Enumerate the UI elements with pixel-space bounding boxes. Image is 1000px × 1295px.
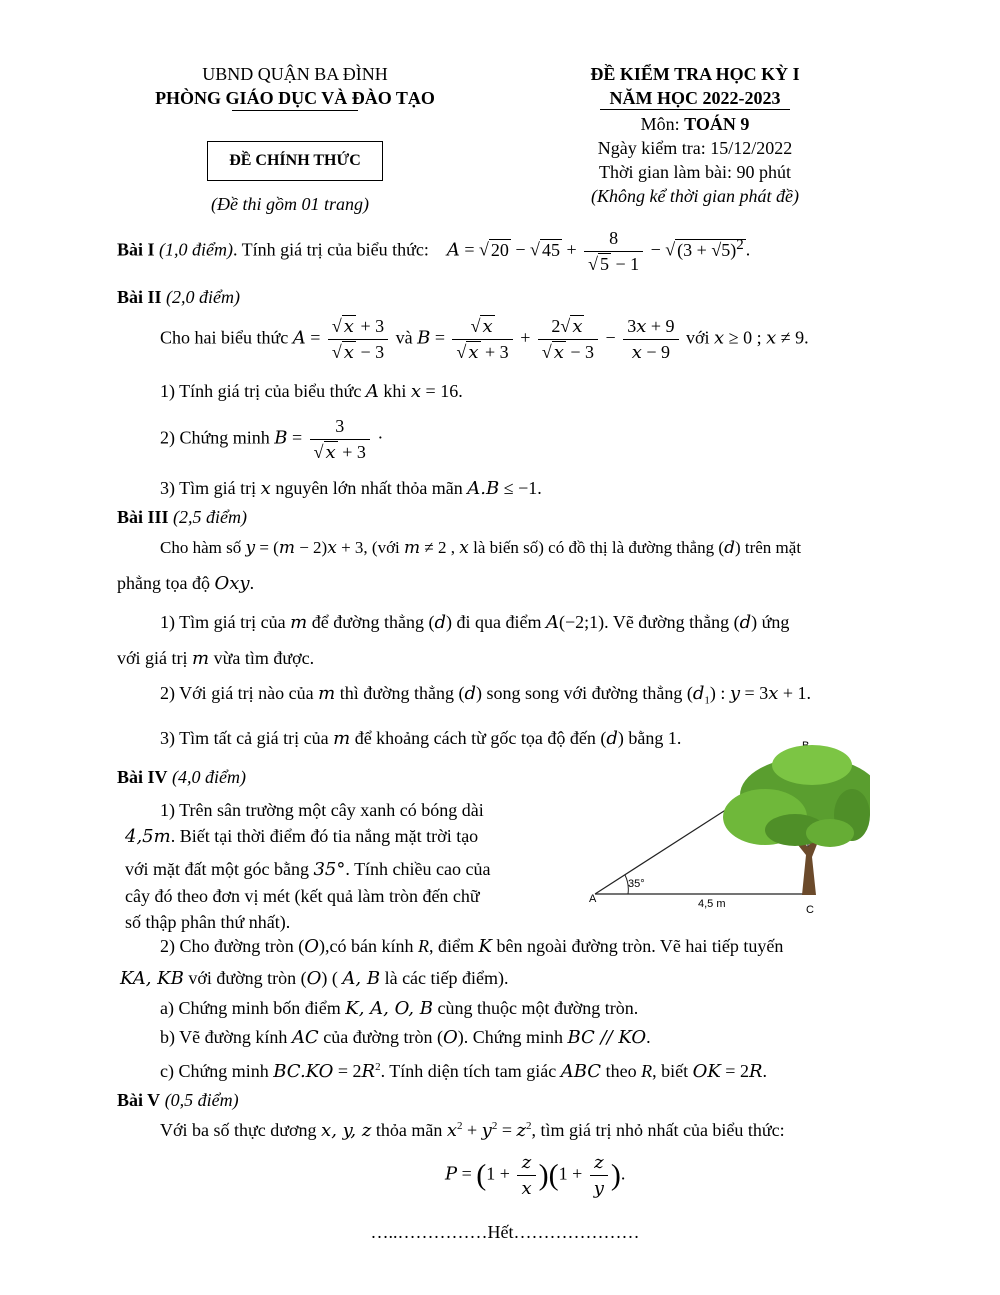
label-a: A [589,893,597,905]
question-5-title: Bài V (0,5 điểm) [117,1090,239,1110]
question-3-2: 2) Với giá trị nào của m thì đường thẳng (d) song song với đường thẳng $(d_1)$ : y = 3x + 1. [160,683,812,707]
question-3-title: Bài III (2,5 điểm) [117,507,248,527]
question-3-1b: với giá trị m vừa tìm được. [117,648,315,669]
end-marker: …..……………Hết………………… [370,1222,640,1242]
header-left [130,62,460,111]
subject: Môn: TOÁN 9 [640,114,750,134]
length-label: 4,5 m [698,898,726,910]
question-3-1: 1) Tìm giá trị của m để đường thẳng (d) đi qua điểm A(−2;1). Vẽ đường thẳng (d) ứng [160,612,790,633]
question-4-title: Bài IV (4,0 điểm) [117,767,246,787]
question-3-intro-2: phẳng tọa độ Oxy. [117,573,255,594]
question-4-2c: c) Chứng minh $BC.KO = 2R^2$. Tính diện tích tam giác ABC theo R, biết OK = 2R. [160,1061,768,1082]
question-2-title: Bài II (2,0 điểm) [117,287,241,307]
header-right [560,62,830,208]
question-3-intro: Cho hàm số y = (m − 2)x + 3, (với m ≠ 2 , x là biến số) có đồ thị là đường thẳng (d) trên mặt [160,538,802,558]
question-2-2: 2) Chứng minh B = $\frac{3}{√ x + 3}$ · [160,416,384,463]
question-2-1: 1) Tính giá trị của biểu thức A khi x = 16. [160,381,463,402]
district-name: UBND QUẬN BA ĐÌNH [202,64,388,84]
question-4-2b-item: b) Vẽ đường kính AC của đường tròn (O). Chứng minh BC // KO. [160,1027,651,1048]
tree-icon [723,745,870,895]
question-5-formula: P = (1 + $\frac{z}{x}$ )(1 + $\frac{z}{y}$ ). [445,1152,626,1199]
question-2-3: 3) Tìm giá trị x nguyên lớn nhất thỏa mãn A.B ≤ −1. [160,478,542,499]
question-2-intro: Cho hai biểu thức A = $\frac{√ x + 3}{√ x - 3}$ và B = $\frac{√ x}{√ x + 3}$ + $\frac{2√ x}{√ x - 3}$ − $\frac{3x + 9}{x - 9}$ với x ≥ 0 ; x ≠ 9. [160,316,809,363]
department-name: PHÒNG GIÁO DỤC VÀ ĐÀO TẠO [155,88,435,108]
school-year: NĂM HỌC 2022-2023 [609,88,781,108]
question-4-1: 1) Trên sân trường một cây xanh có bóng dài 4,5m. Biết tại thời điểm đó tia nắng mặt trời tạo với mặt đất một góc bằng 35°. Tính chiều cao của cây đó theo đơn vị mét (kết quả làm tròn đến chữ số thập phân thứ nhất). [125,800,491,932]
duration: Thời gian làm bài: 90 phút [599,162,791,182]
tree-figure [580,735,870,920]
pages-note: (Đề thi gồm 01 trang) [211,194,369,214]
exam-date: Ngày kiểm tra: 15/12/2022 [597,138,793,158]
angle-label: 35° [628,878,645,890]
official-stamp: ĐỀ CHÍNH THỨC [207,141,383,181]
question-1: Bài I (1,0 điểm). Tính giá trị của biểu thức: A = √ 20 − √ 45 + $\frac{8}{√ 5 - 1}$ − √ $(3 + √5)^2$ . [117,228,751,274]
question-3-3: 3) Tìm tất cả giá trị của m để khoảng cách từ gốc tọa độ đến (d) bằng 1. [160,728,682,749]
question-5-text: Với ba số thực dương x, y, z thỏa mãn $x^2 + y^2 = z^2$, tìm giá trị nhỏ nhất của biểu thức: [160,1120,785,1141]
underline [232,110,358,111]
question-4-2: 2) Cho đường tròn (O),có bán kính R, điểm K bên ngoài đường tròn. Vẽ hai tiếp tuyến [160,936,784,957]
exam-title: ĐỀ KIỂM TRA HỌC KỲ I [590,64,800,84]
duration-note: (Không kể thời gian phát đề) [590,186,800,206]
question-4-2a: a) Chứng minh bốn điểm K, A, O, B cùng thuộc một đường tròn. [160,998,639,1019]
question-4-2b: KA, KB với đường tròn (O) ( A, B là các tiếp điểm). [120,968,509,989]
label-c: C [806,904,814,916]
